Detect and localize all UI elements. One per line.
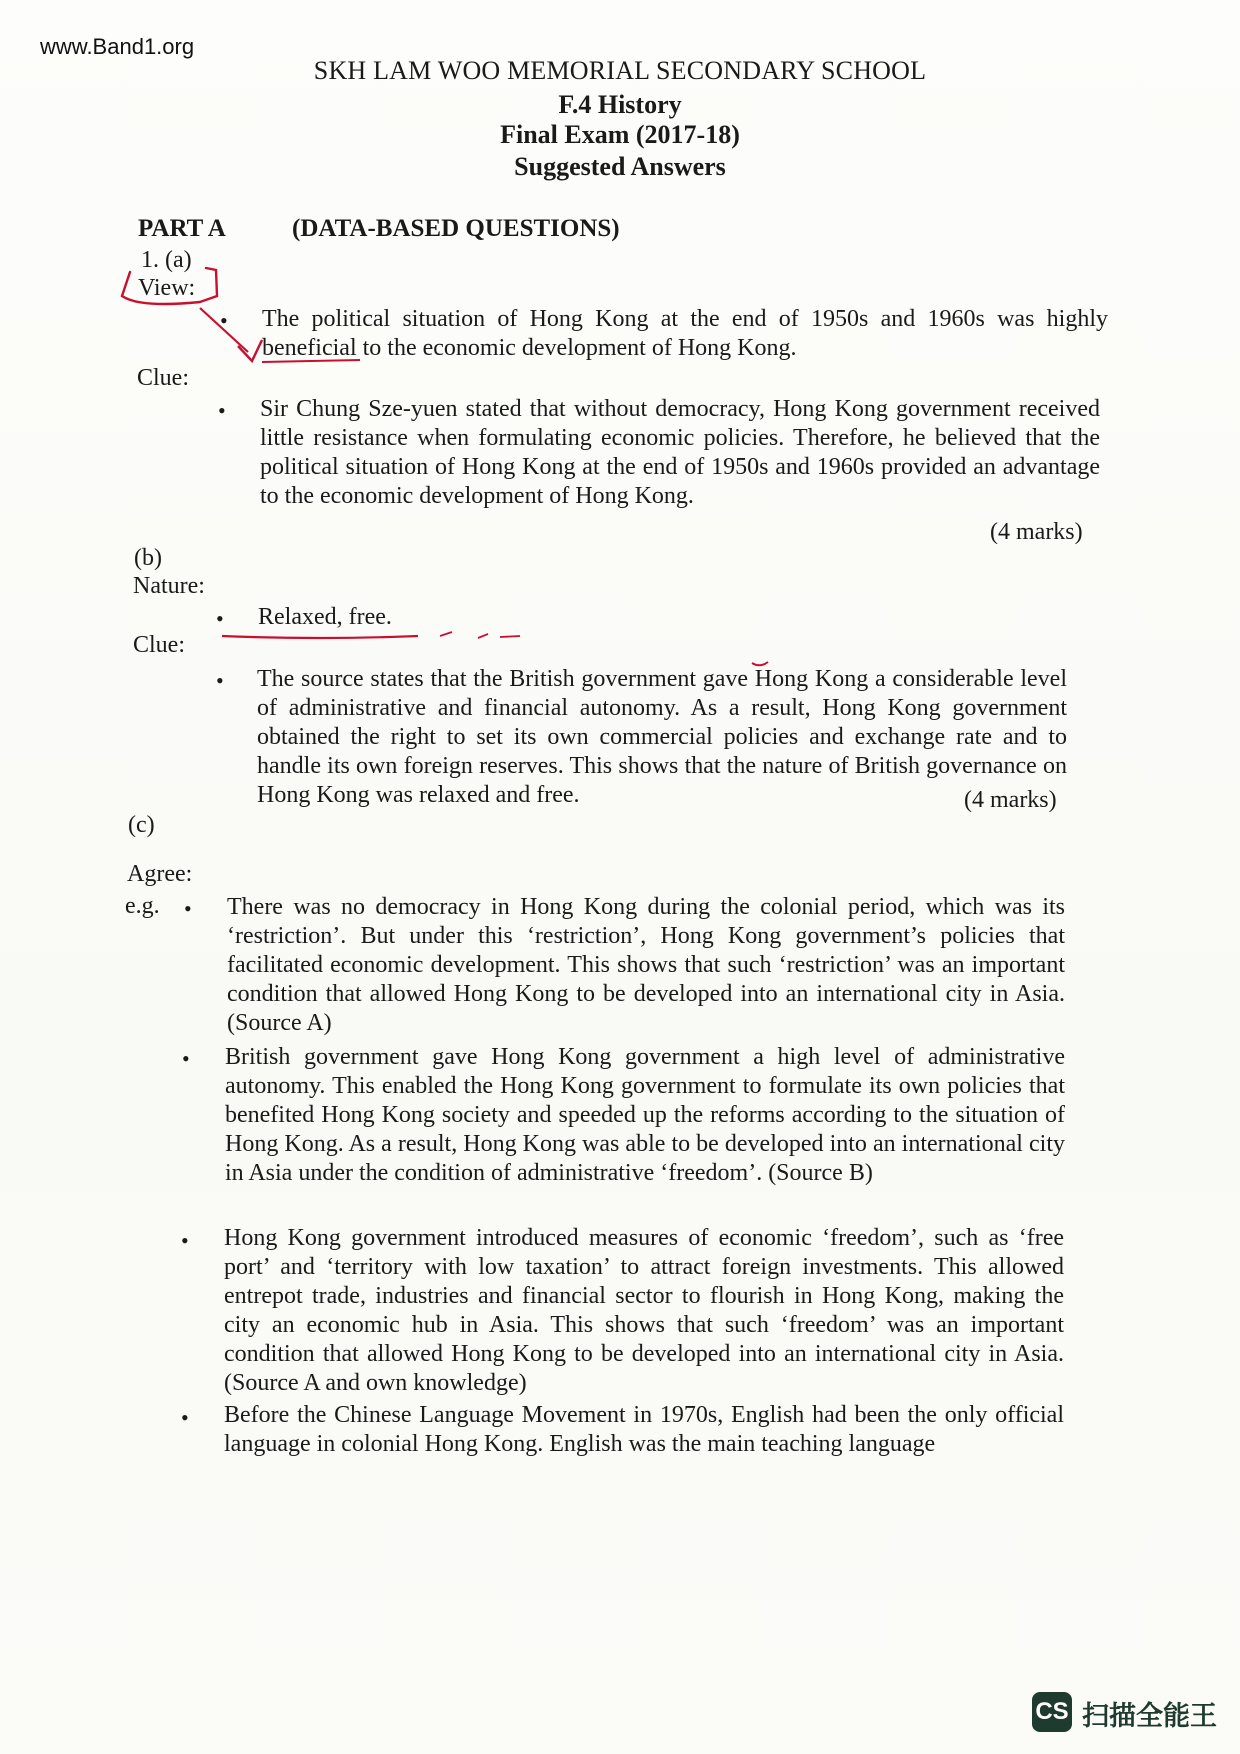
question-number-1c: (c)	[128, 812, 155, 838]
clue-label-1b: Clue:	[133, 632, 185, 658]
bullet: •	[184, 896, 192, 921]
question-number-1a: 1. (a)	[141, 247, 192, 273]
bullet: •	[181, 1228, 189, 1253]
agree-point-1: There was no democracy in Hong Kong during the colonial period, which was its ‘restriction’. But under this ‘restriction’, Hong Kong government’s policies that facilitated economic development. This shows that such ‘restriction’ was an important condition that allowed Hong Kong to be developed into an international city in Asia. (Source A)	[227, 894, 1065, 1036]
bullet: •	[216, 606, 224, 631]
camscanner-logo-icon: CS	[1032, 1692, 1072, 1732]
view-label: View:	[138, 275, 196, 301]
marks-1b: (4 marks)	[964, 787, 1057, 813]
bullet: •	[216, 668, 224, 693]
bullet: •	[182, 1046, 190, 1071]
bullet: •	[218, 398, 226, 423]
nature-answer: Relaxed, free.	[258, 604, 392, 630]
part-title: (DATA-BASED QUESTIONS)	[292, 215, 620, 242]
agree-label: Agree:	[127, 861, 193, 887]
view-answer: The political situation of Hong Kong at the end of 1950s and 1960s was highly beneficial to the economic development of Hong Kong.	[262, 306, 1108, 361]
bullet: •	[181, 1405, 189, 1430]
school-name: SKH LAM WOO MEMORIAL SECONDARY SCHOOL	[313, 56, 927, 85]
red-underline-nature	[222, 636, 418, 638]
agree-point-2: British government gave Hong Kong government a high level of administrative autonomy. This enabled the Hong Kong government to formulate its own policies that benefited Hong Kong society and speeded up the reforms according to the situation of Hong Kong. As a result, Hong Kong was able to be developed into an international city in Asia under the condition of administrative ‘freedom’. (Source B)	[225, 1044, 1065, 1186]
red-check-mark	[238, 340, 262, 361]
question-number-1b: (b)	[134, 545, 162, 571]
clue-answer-1b: The source states that the British government gave Hong Kong a considerable level of administrative and financial autonomy. As a result, Hong Kong government obtained the right to set its own commercial policies and exchange rate and to handle its own foreign reserves. This shows that the nature of British governance on Hong Kong was relaxed and free.	[257, 666, 1067, 808]
clue-label-1a: Clue:	[137, 365, 189, 391]
red-dash-marks	[440, 632, 520, 638]
bullet: •	[220, 308, 228, 333]
eg-label: e.g.	[125, 893, 160, 919]
subject-title: F.4 History	[558, 90, 682, 119]
agree-point-3: Hong Kong government introduced measures of economic ‘freedom’, such as ‘free port’ and ‘territory with low taxation’ to attract foreign investments. This allowed entrepot trade, industries and financial sector to flourish in Hong Kong, making the city an economic hub in Asia. This shows that such ‘freedom’ was an important condition that allowed Hong Kong to be developed into an international city in Asia. (Source A and own knowledge)	[224, 1225, 1064, 1396]
suggested-answers-title: Suggested Answers	[514, 152, 726, 181]
site-watermark: www.Band1.org	[40, 34, 195, 59]
part-label: PART A	[138, 215, 226, 242]
exam-title: Final Exam (2017-18)	[500, 120, 740, 149]
scanner-app-name: 扫描全能王	[1082, 1701, 1217, 1732]
nature-label: Nature:	[133, 573, 205, 599]
agree-point-4: Before the Chinese Language Movement in 1970s, English had been the only official language in colonial Hong Kong. English was the main teaching language	[224, 1402, 1064, 1457]
marks-1a: (4 marks)	[990, 519, 1083, 545]
clue-answer-1a: Sir Chung Sze-yuen stated that without democracy, Hong Kong government received little resistance when formulating economic policies. Therefore, he believed that the political situation of Hong Kong at the end of 1950s and 1960s provided an advantage to the economic development of Hong Kong.	[260, 396, 1100, 509]
